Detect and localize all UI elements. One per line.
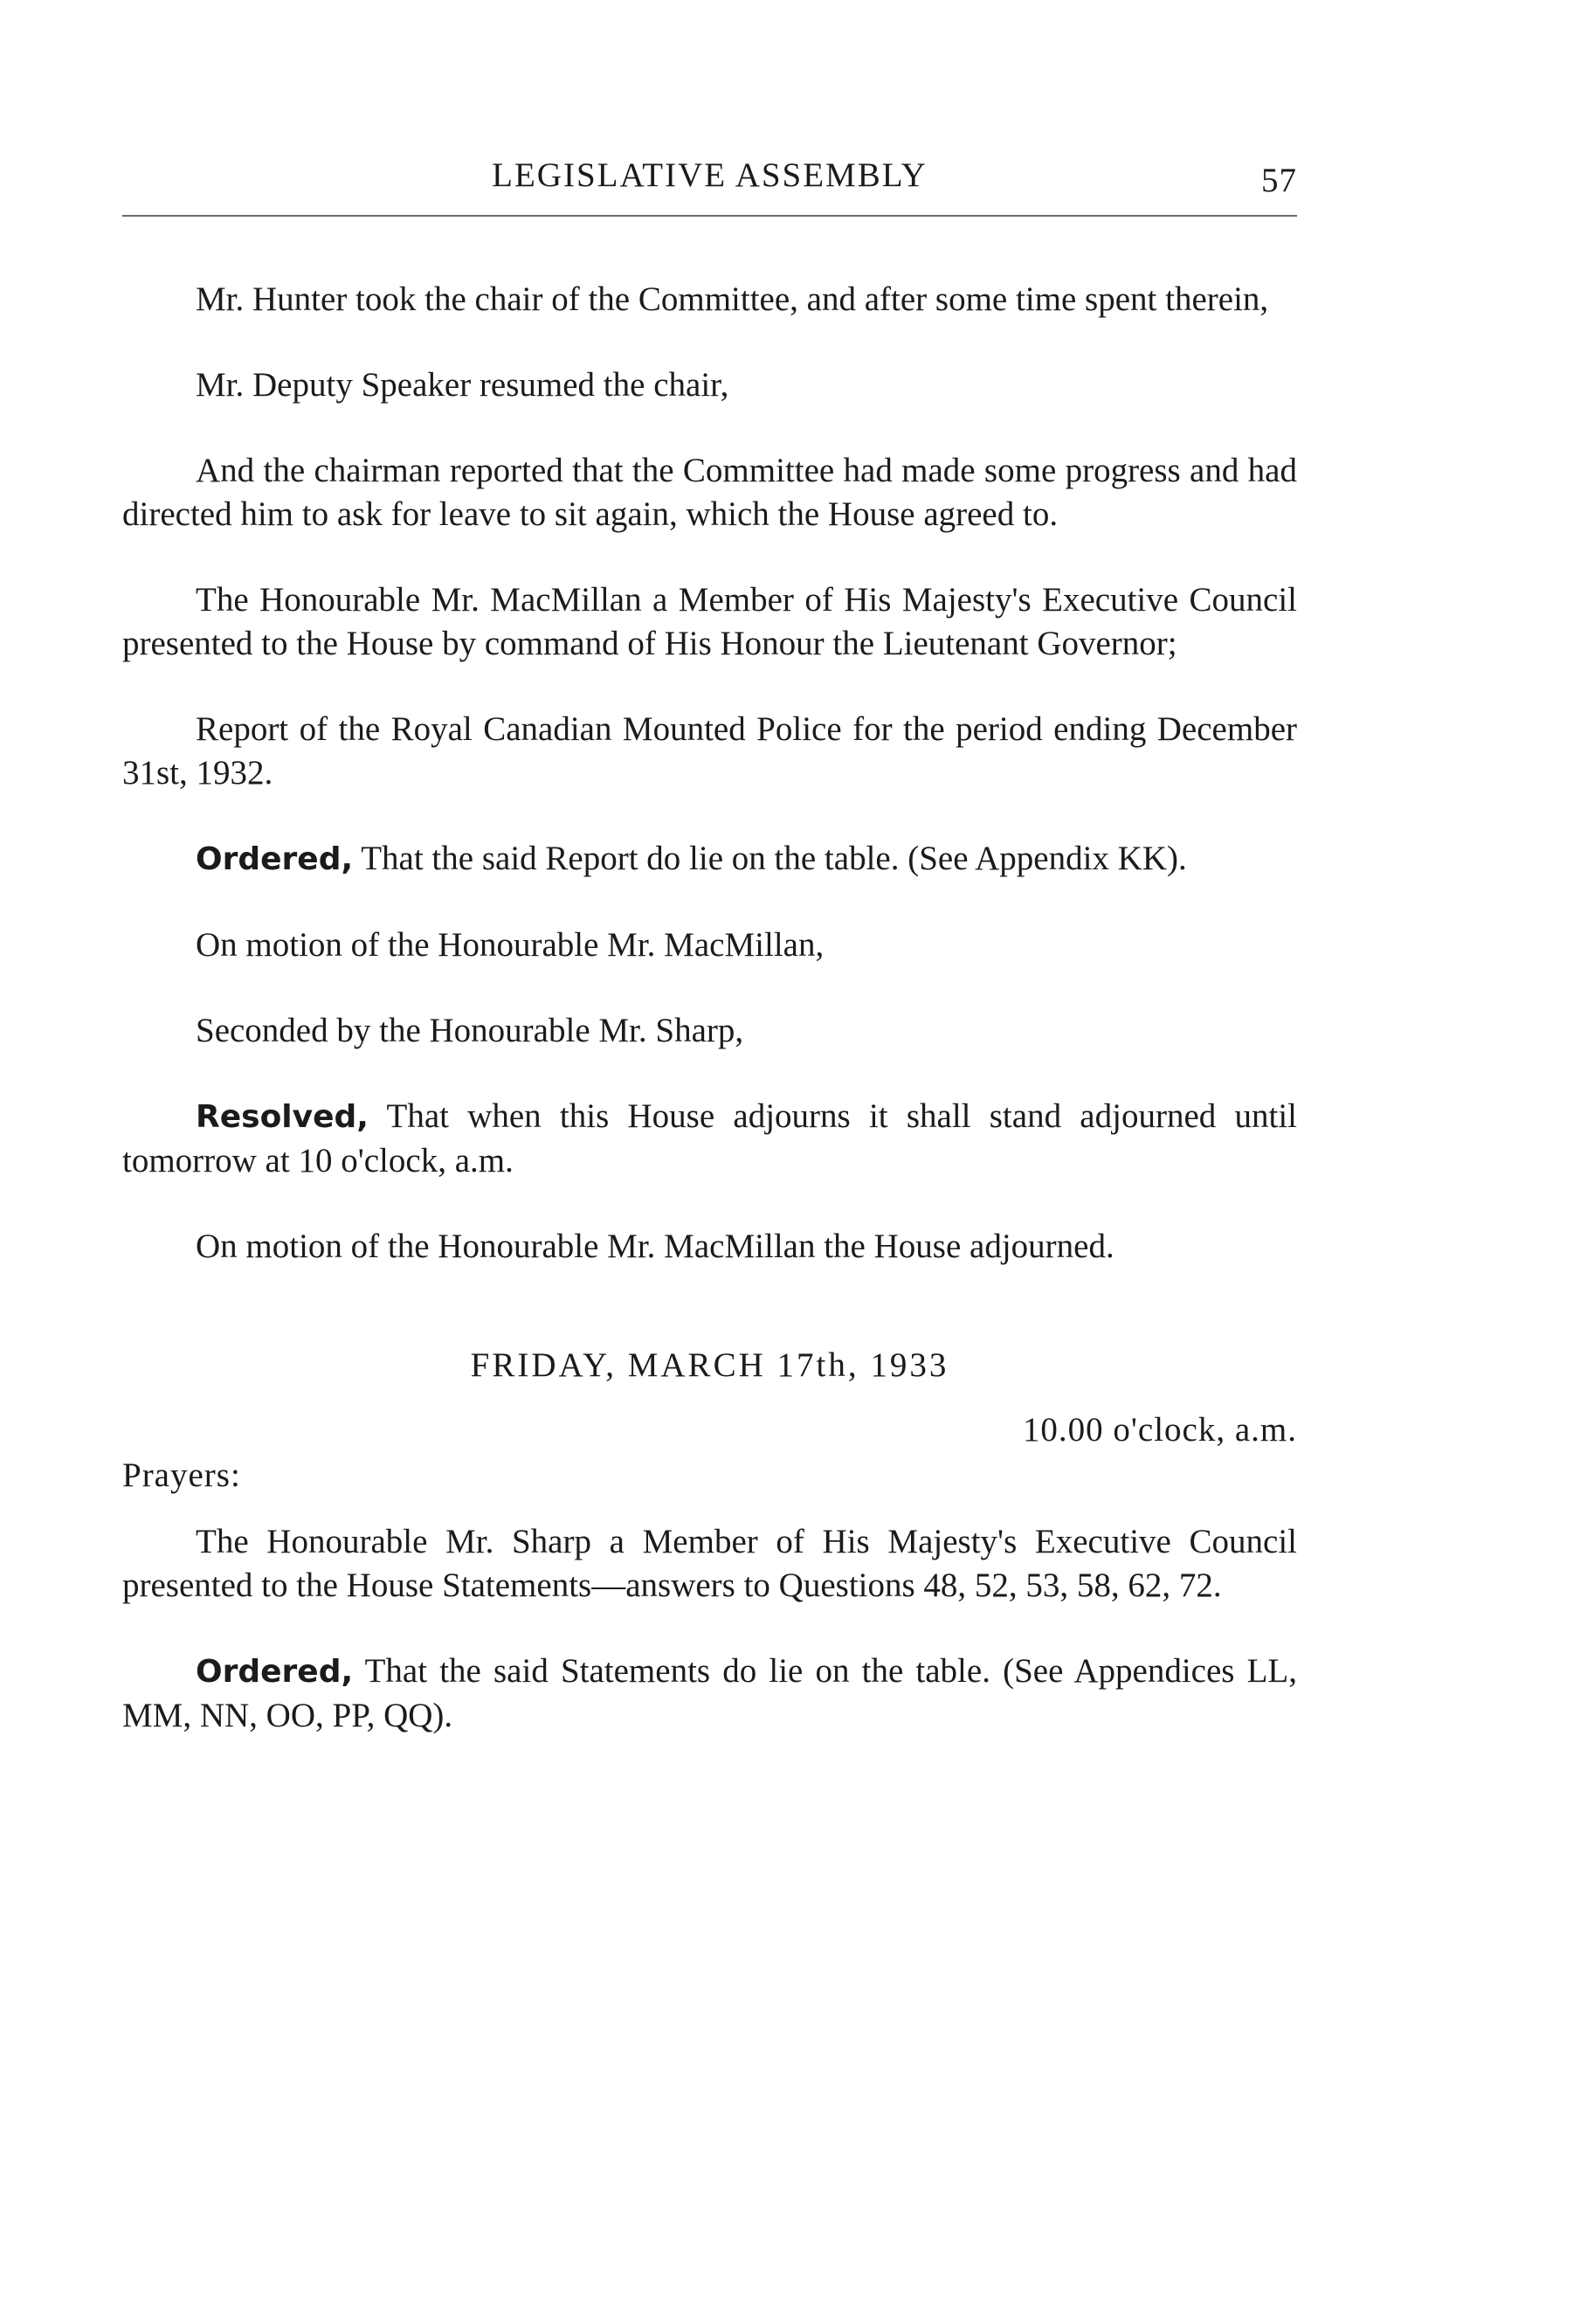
seconded-sharp-paragraph: Seconded by the Honourable Mr. Sharp, [196,1012,744,1049]
rcmp-report-paragraph: Report of the Royal Canadian Mounted Police for the period ending December 31st, 1932. [122,710,1297,792]
ordered-statements-paragraph [122,1650,1297,1738]
motion-macmillan-paragraph: On motion of the Honourable Mr. MacMillan, [196,926,825,964]
chairman-report-paragraph: And the chairman reported that the Committee had made some progress and had directed him to ask for leave to sit again, which the House agreed to. [122,452,1297,533]
resolved-paragraph [122,1095,1297,1183]
ordered-report-paragraph [122,837,1297,882]
ordered-report-text: That the said Report do lie on the table. (See Appendix KK). [353,840,1187,877]
session-date-heading: FRIDAY, MARCH 17th, 1933 [470,1346,949,1384]
resolved-text: That when this House adjourns it shall stand adjourned until tomorrow at 10 o'clock, a.m. [122,1097,1297,1179]
sharp-statements-paragraph: The Honourable Mr. Sharp a Member of His Majesty's Executive Council presented to the House Statements—answers to Questions 48, 52, 53, 58, 62, 72. [122,1523,1297,1604]
macmillan-presented-paragraph: The Honourable Mr. MacMillan a Member of His Majesty's Executive Council presented to the House by command of His Honour the Lieutenant Governor; [122,581,1297,662]
page-header-title: LEGISLATIVE ASSEMBLY [492,156,928,194]
page-number: 57 [1261,162,1297,199]
committee-paragraph: Mr. Hunter took the chair of the Committee, and after some time spent therein, [196,280,1269,318]
running-head [122,156,1297,199]
adjourned-paragraph: On motion of the Honourable Mr. MacMillan the House adjourned. [196,1228,1114,1265]
deputy-speaker-paragraph: Mr. Deputy Speaker resumed the chair, [196,366,729,404]
prayers-label: Prayers: [122,1456,241,1494]
resolved-label: Resolved, [196,1099,369,1135]
page-body [122,278,1297,1738]
ordered-statements-text: That the said Statements do lie on the table. (See Appendices LL, MM, NN, OO, PP, QQ). [122,1652,1297,1734]
header-rule [122,215,1297,217]
ordered-label: Ordered, [196,841,354,877]
ordered-label-2: Ordered, [196,1654,354,1690]
session-time: 10.00 o'clock, a.m. [1022,1411,1297,1449]
